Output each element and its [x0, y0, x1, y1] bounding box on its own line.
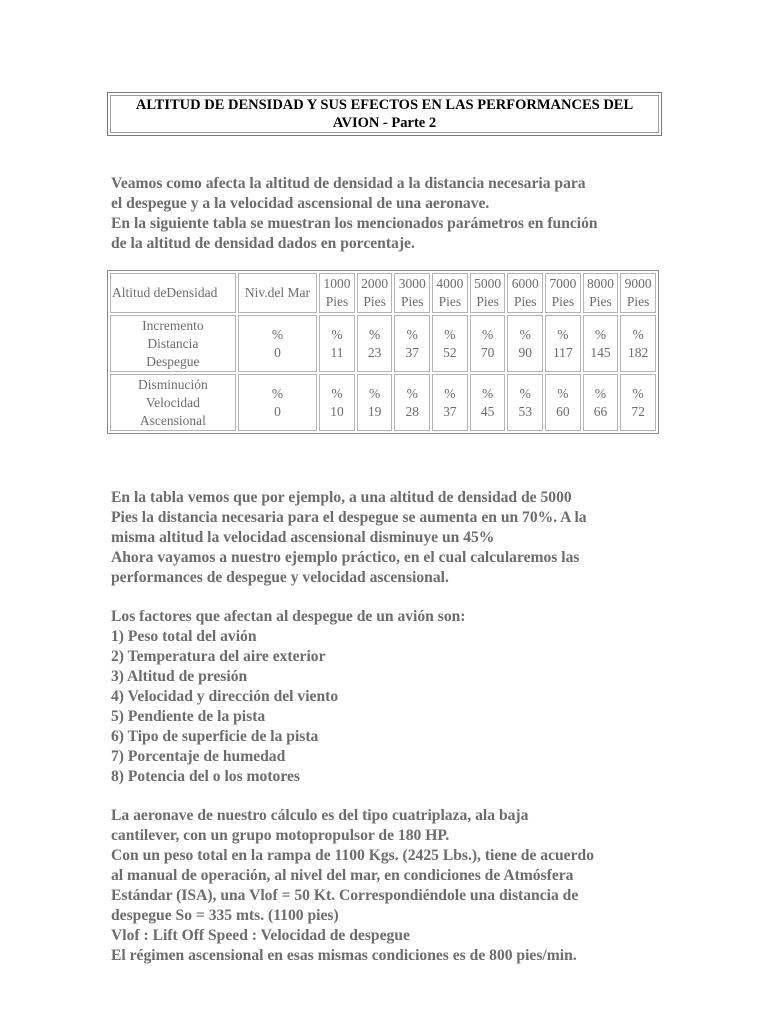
aircraft-line: Con un peso total en la rampa de 1100 Kgs. (2425 Lbs.), tiene de acuerdo — [111, 847, 594, 864]
header-altitude-7000: 7000 Pies — [545, 273, 581, 313]
table-cell: % 11 — [319, 315, 355, 372]
example-line: misma altitud la velocidad ascensional disminuye un 45% — [111, 529, 495, 546]
table-cell: % 45 — [470, 374, 506, 431]
table-cell: % 37 — [394, 315, 430, 372]
table-cell: % 37 — [432, 374, 468, 431]
table-cell: % 145 — [583, 315, 619, 372]
list-item: 4) Velocidad y dirección del viento — [111, 688, 339, 705]
aircraft-line: cantilever, con un grupo motopropulsor de 180 HP. — [111, 827, 450, 844]
table-row-takeoff-distance — [110, 315, 656, 372]
list-item: 7) Porcentaje de humedad — [111, 748, 286, 765]
table-cell: % 53 — [507, 374, 543, 431]
intro-line: el despegue y a la velocidad ascensional de una aeronave. — [111, 195, 490, 212]
list-item: 8) Potencia del o los motores — [111, 768, 300, 785]
table-cell: % 117 — [545, 315, 581, 372]
example-line: performances de despegue y velocidad ascensional. — [111, 569, 449, 586]
intro-line: Veamos como afecta la altitud de densidad a la distancia necesaria para — [111, 175, 586, 192]
table-header-row — [110, 273, 656, 313]
header-altitude-2000: 2000 Pies — [357, 273, 393, 313]
header-altitude-8000: 8000 Pies — [583, 273, 619, 313]
table-cell: % 66 — [583, 374, 619, 431]
table-row-climb-rate — [110, 374, 656, 431]
list-item: 1) Peso total del avión — [111, 628, 257, 645]
table-cell: % 10 — [319, 374, 355, 431]
table-cell: % 72 — [620, 374, 656, 431]
table-cell: % 0 — [238, 315, 317, 372]
header-altitude-5000: 5000 Pies — [470, 273, 506, 313]
row-label-climb-rate: Disminución Velocidad Ascensional — [110, 374, 236, 431]
list-item: 5) Pendiente de la pista — [111, 708, 266, 725]
header-altitude-4000: 4000 Pies — [432, 273, 468, 313]
header-altitude-density: Altitud deDensidad — [110, 273, 236, 313]
header-altitude-3000: 3000 Pies — [394, 273, 430, 313]
title-box — [107, 92, 662, 136]
table-cell: % 28 — [394, 374, 430, 431]
aircraft-line: al manual de operación, al nivel del mar, en condiciones de Atmósfera — [111, 867, 574, 884]
list-item: 3) Altitud de presión — [111, 668, 248, 685]
table-cell: % 90 — [507, 315, 543, 372]
example-line: Pies la distancia necesaria para el despegue se aumenta en un 70%. A la — [111, 509, 587, 526]
header-altitude-6000: 6000 Pies — [507, 273, 543, 313]
aircraft-line: Vlof : Lift Off Speed : Velocidad de despegue — [111, 927, 410, 944]
aircraft-line: despegue So = 335 mts. (1100 pies) — [111, 907, 339, 924]
aircraft-line: El régimen ascensional en esas mismas condiciones es de 800 pies/min. — [111, 947, 577, 964]
row-label-takeoff-distance: Incremento Distancia Despegue — [110, 315, 236, 372]
intro-paragraph — [111, 174, 671, 254]
aircraft-line: Estándar (ISA), una Vlof = 50 Kt. Correspondiéndole una distancia de — [111, 887, 579, 904]
header-sea-level: Niv.del Mar — [238, 273, 317, 313]
table-cell: % 60 — [545, 374, 581, 431]
table-cell: % 52 — [432, 315, 468, 372]
table-cell: % 19 — [357, 374, 393, 431]
example-line: Ahora vayamos a nuestro ejemplo práctico, en el cual calcularemos las — [111, 549, 580, 566]
list-item: 6) Tipo de superficie de la pista — [111, 728, 319, 745]
intro-line: En la siguiente tabla se muestran los mencionados parámetros en función — [111, 215, 598, 232]
title-line-2: AVION - Parte 2 — [332, 115, 437, 131]
example-line: En la tabla vemos que por ejemplo, a una altitud de densidad de 5000 — [111, 489, 572, 506]
table-cell: % 70 — [470, 315, 506, 372]
density-altitude-table — [107, 270, 659, 434]
title-line-1: ALTITUD DE DENSIDAD Y SUS EFECTOS EN LAS PERFORMANCES DEL — [135, 97, 634, 113]
header-altitude-1000: 1000 Pies — [319, 273, 355, 313]
aircraft-line: La aeronave de nuestro cálculo es del tipo cuatriplaza, ala baja — [111, 807, 529, 824]
page-title — [110, 95, 659, 133]
header-altitude-9000: 9000 Pies — [620, 273, 656, 313]
factors-list — [111, 607, 671, 787]
aircraft-paragraph — [111, 806, 671, 966]
table-cell: % 182 — [620, 315, 656, 372]
table-cell: % 23 — [357, 315, 393, 372]
table-cell: % 0 — [238, 374, 317, 431]
factors-heading: Los factores que afectan al despegue de un avión son: — [111, 608, 466, 625]
list-item: 2) Temperatura del aire exterior — [111, 648, 326, 665]
intro-line: de la altitud de densidad dados en porcentaje. — [111, 235, 415, 252]
example-paragraph — [111, 488, 671, 588]
